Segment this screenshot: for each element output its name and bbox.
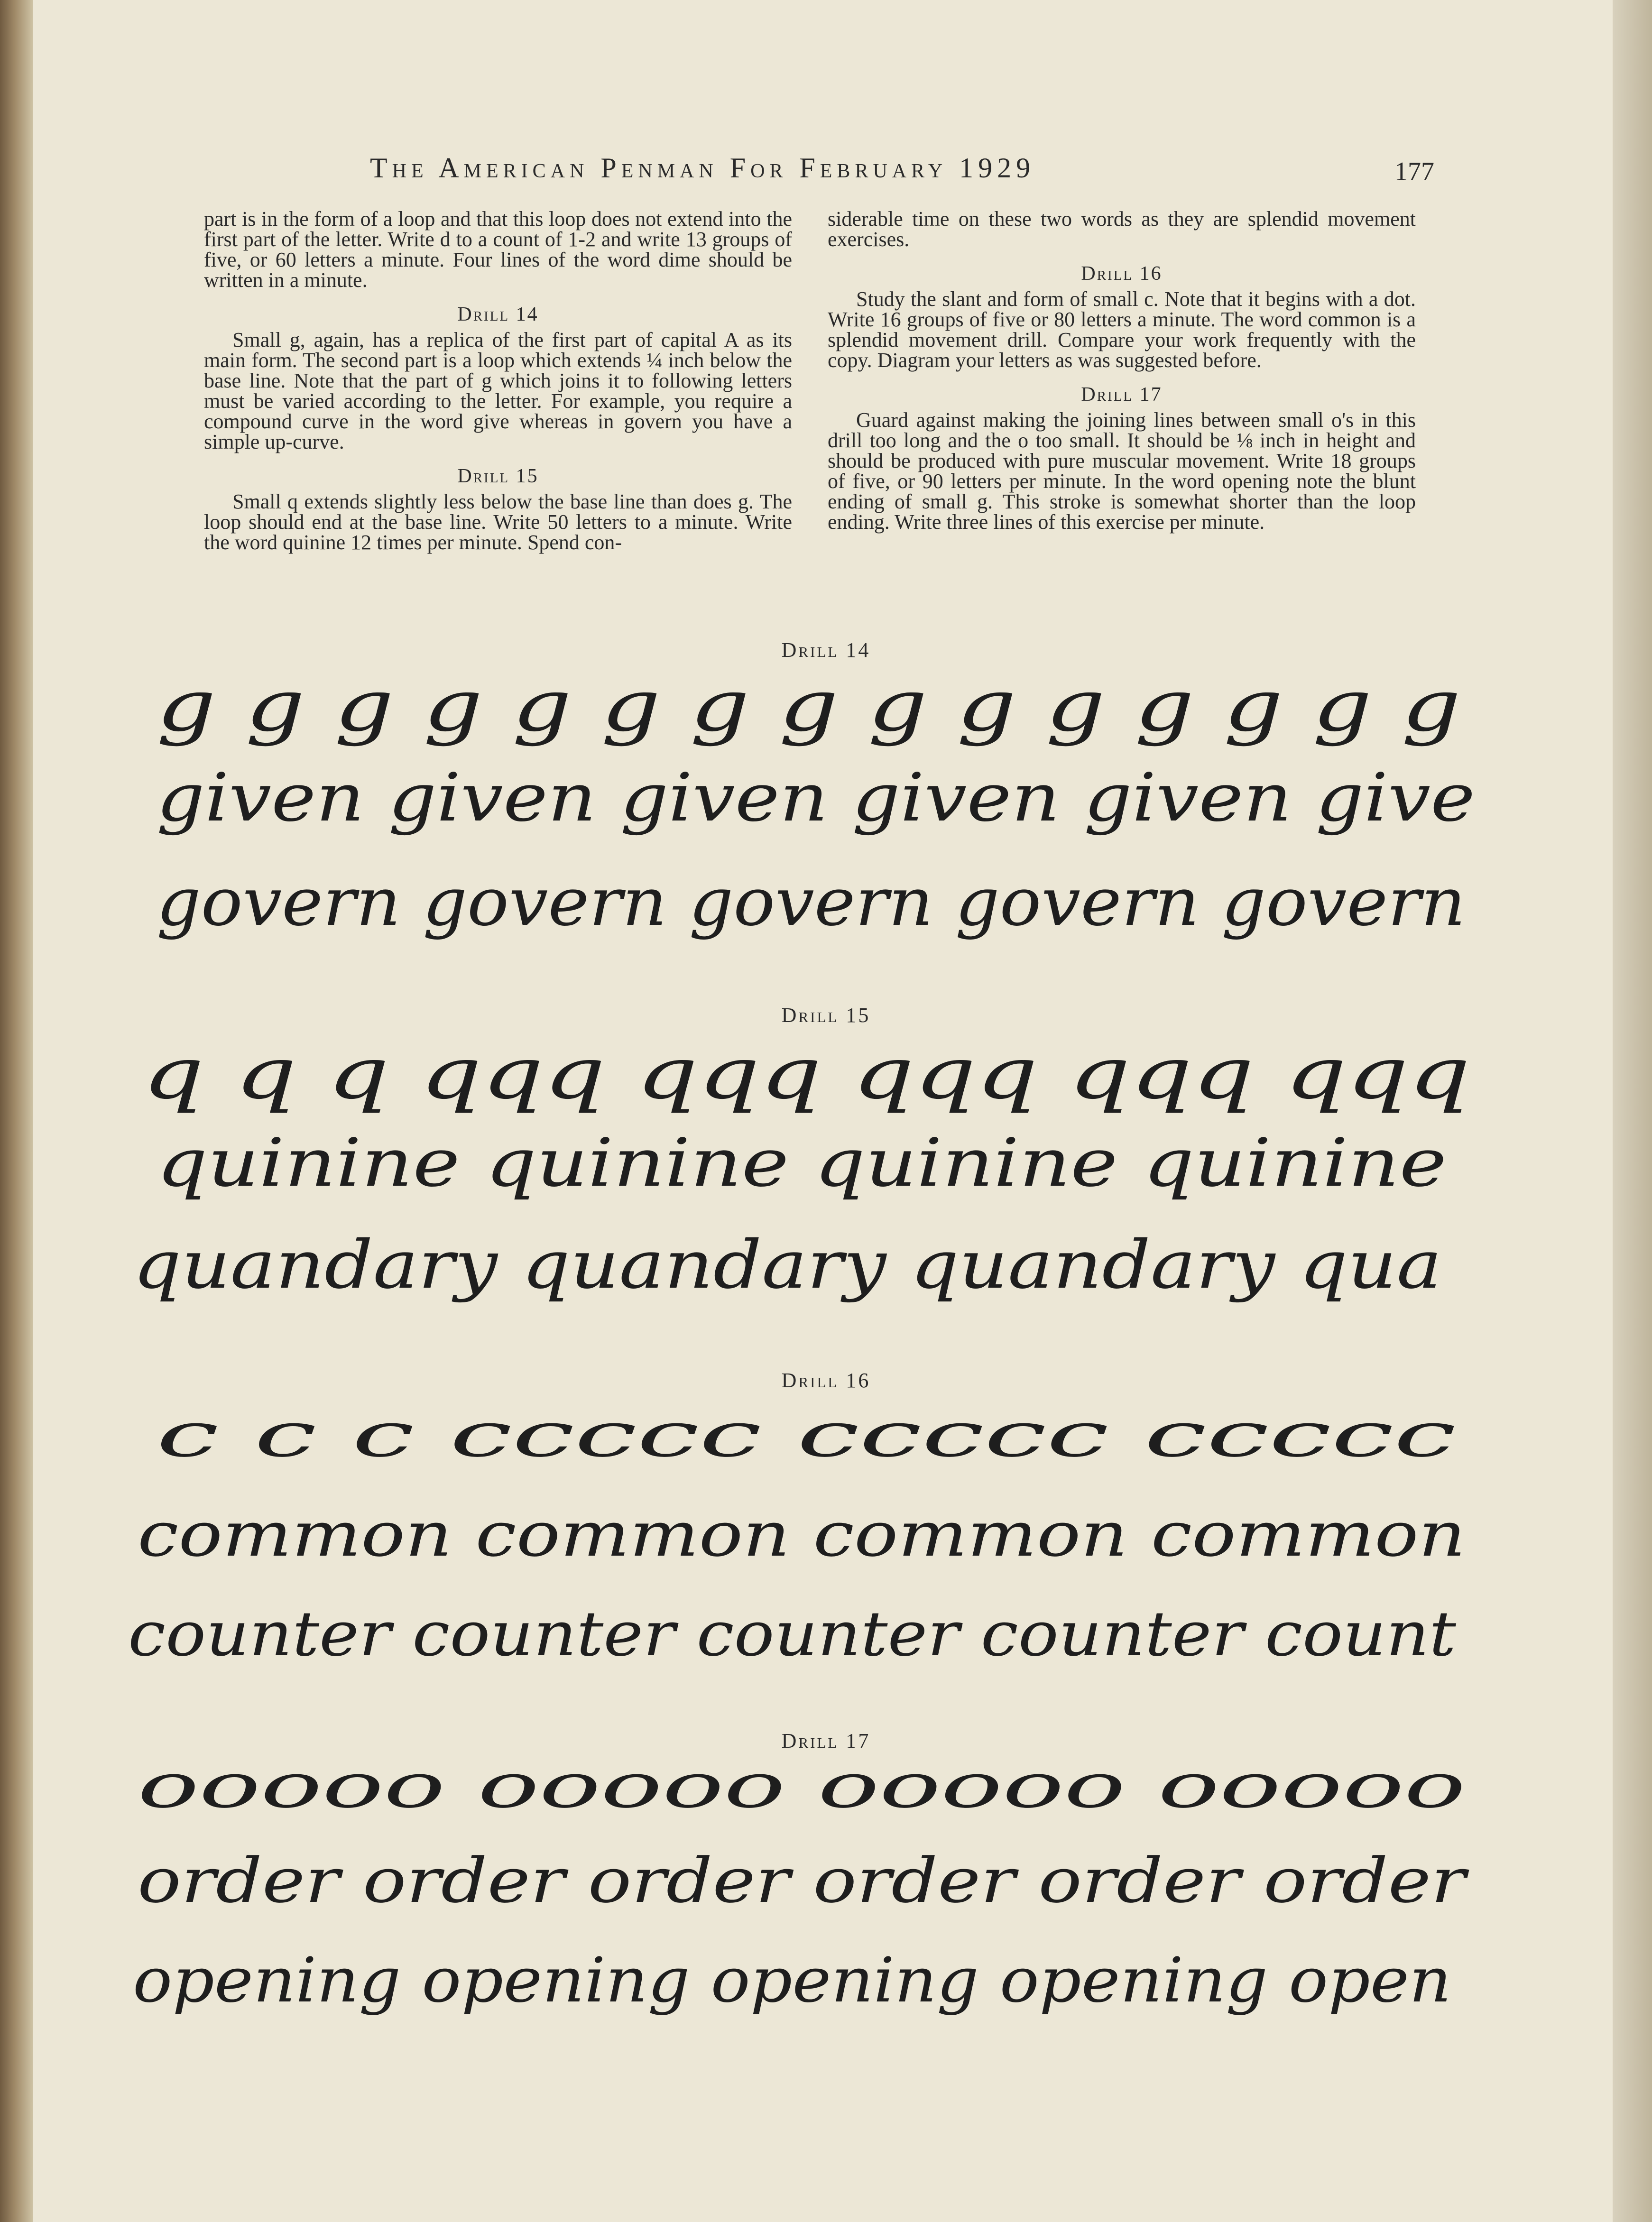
page-number: 177 [1394, 157, 1434, 186]
paragraph: Study the slant and form of small c. Note that it begins with a dot. Write 16 groups of five or 80 letters a minute. The word common is a splendid movement drill. Compare your work frequently with the copy. Diagram your letters as was suggested before. [828, 287, 1416, 372]
paragraph: Small g, again, has a replica of the first part of capital A as its main form. The second part is a loop which extends ¼ inch below the base line. Note that the part of g which joins it to following letters must be varied according to the letter. For example, you require a compound curve in the word give whereas in govern you have a simple up-curve. [204, 328, 792, 453]
handwriting-line [0, 1603, 1652, 1684]
right-column [828, 209, 1416, 542]
handwriting-line [0, 764, 1652, 849]
handwriting-line [0, 1129, 1652, 1219]
drill-17-title: Drill 17 [781, 1729, 871, 1752]
paragraph: Guard against making the joining lines between small o's in this drill too long and the o too small. It should be ⅛ inch in height and should be produced with pure muscular movement. Write 18 groups of five, or 90 letters per minute. In the word opening note the blunt ending of small g. This stroke is somewhat shorter than the loop ending. Write three lines of this exercise per minute. [828, 408, 1416, 534]
handwriting-text: q q q qqq qqq qqq qqq qqq [142, 1039, 1470, 1115]
paragraph: part is in the form of a loop and that this loop does not extend into the first part of the letter. Write d to a count of 1-2 and write 13 groups of five, or 60 letters a minute. Four lines of the word dime should be written in a minute. [204, 207, 792, 292]
handwriting-line [0, 868, 1652, 953]
handwriting-line [0, 1755, 1652, 1835]
drill-16-title: Drill 16 [781, 1369, 871, 1392]
handwriting-line [0, 1850, 1652, 1930]
handwriting-text: order order order order order order [138, 1850, 1470, 1917]
drill-heading: Drill 14 [457, 304, 539, 325]
drill-heading: Drill 15 [457, 465, 539, 487]
paragraph: Small q extends slightly less below the base line than does g. The loop should end at the base line. Write 50 letters to a minute. Write the word quinine 12 times per minute. Spend con- [204, 490, 792, 554]
drill-14-title: Drill 14 [781, 638, 871, 662]
drill-15-title: Drill 15 [781, 1004, 871, 1027]
handwriting-line [0, 673, 1652, 759]
handwriting-line [0, 1404, 1652, 1484]
handwriting-line [0, 1503, 1652, 1584]
handwriting-line [0, 1945, 1652, 2035]
paragraph: siderable time on these two words as they are splendid movement exercises. [828, 207, 1416, 251]
handwriting-line [0, 1039, 1652, 1129]
drill-heading: Drill 17 [1081, 384, 1163, 406]
handwriting-text: c c c ccccc ccccc ccccc [157, 1404, 1456, 1471]
handwriting-text: govern govern govern govern govern [157, 868, 1466, 941]
handwriting-text: counter counter counter counter count [128, 1603, 1457, 1670]
left-column [204, 209, 792, 562]
handwriting-text: quandary quandary quandary qua [133, 1228, 1442, 1304]
handwriting-text: given given given given given give [157, 764, 1475, 837]
running-header: The American Penman For February 1929 [370, 152, 1035, 184]
drill-heading: Drill 16 [1081, 263, 1163, 285]
handwriting-text: g g g g g g g g g g g g g g g [157, 673, 1461, 747]
handwriting-line [0, 1228, 1652, 1318]
handwriting-text: ooooo ooooo ooooo ooooo [138, 1755, 1466, 1822]
handwriting-text: common common common common [138, 1503, 1466, 1570]
handwriting-text: opening opening opening opening open [133, 1945, 1451, 2016]
handwriting-text: quinine quinine quinine quinine [157, 1129, 1447, 1202]
